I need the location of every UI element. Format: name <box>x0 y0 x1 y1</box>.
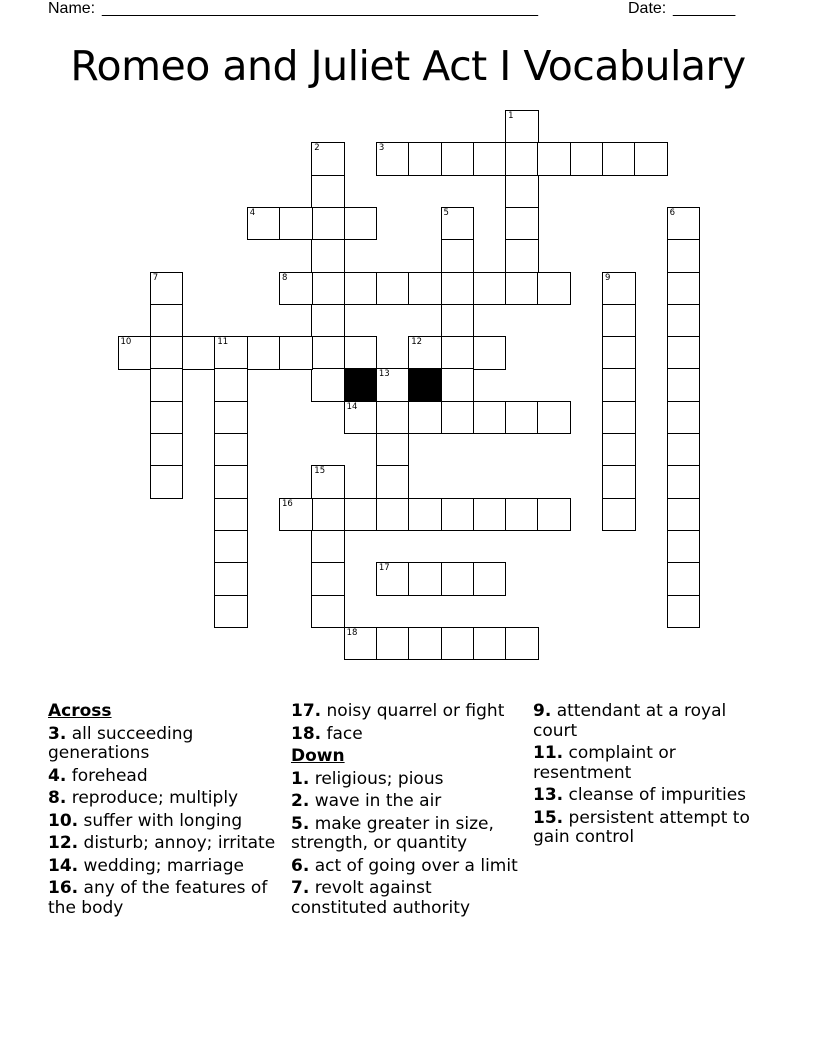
grid-cell[interactable] <box>344 336 378 370</box>
grid-cell[interactable] <box>667 304 701 338</box>
grid-cell[interactable] <box>408 401 442 435</box>
grid-cell[interactable] <box>376 627 410 661</box>
grid-cell[interactable] <box>473 498 507 532</box>
grid-cell[interactable] <box>311 465 345 499</box>
clue-text: revolt against constituted authority <box>291 878 470 918</box>
clue-number: 9. <box>533 701 552 721</box>
grid-cell[interactable] <box>376 368 410 402</box>
grid-cell[interactable] <box>344 498 378 532</box>
clue-across-12 <box>48 834 278 854</box>
black-square <box>408 368 442 402</box>
grid-cell[interactable] <box>602 401 636 435</box>
clue-number: 11. <box>533 743 564 763</box>
grid-cell[interactable] <box>441 207 475 241</box>
clue-down-7 <box>291 879 523 918</box>
grid-cell[interactable] <box>505 239 539 273</box>
clue-text: religious; pious <box>314 768 444 789</box>
date-blank-line: _______ <box>673 0 736 17</box>
grid-cell[interactable] <box>150 368 184 402</box>
grid-cell[interactable] <box>214 498 248 532</box>
cell-number: 16 <box>282 498 293 509</box>
grid-cell[interactable] <box>311 368 345 402</box>
grid-cell[interactable] <box>408 272 442 306</box>
clues-column-2 <box>291 702 523 921</box>
grid-cell[interactable] <box>441 304 475 338</box>
grid-cell[interactable] <box>311 239 345 273</box>
grid-cell[interactable] <box>505 498 539 532</box>
cell-number: 4 <box>249 207 256 218</box>
grid-cell[interactable] <box>602 142 636 176</box>
grid-cell[interactable] <box>311 142 345 176</box>
clue-down-1 <box>291 770 523 790</box>
grid-cell[interactable] <box>150 465 184 499</box>
clue-text: cleanse of impurities <box>568 785 747 805</box>
grid-cell[interactable] <box>214 465 248 499</box>
grid-cell[interactable] <box>441 368 475 402</box>
grid-cell[interactable] <box>408 142 442 176</box>
grid-cell[interactable] <box>214 368 248 402</box>
grid-cell[interactable] <box>311 175 345 209</box>
cell-number: 9 <box>605 272 611 283</box>
grid-cell[interactable] <box>505 272 539 306</box>
grid-cell[interactable] <box>441 562 475 596</box>
clue-number: 2. <box>291 791 310 811</box>
clue-number: 16. <box>48 878 79 898</box>
grid-cell[interactable] <box>667 595 701 629</box>
grid-cell[interactable] <box>602 465 636 499</box>
grid-cell[interactable] <box>441 627 475 661</box>
grid-cell[interactable] <box>602 433 636 467</box>
clue-number: 5. <box>291 813 310 834</box>
grid-cell[interactable] <box>473 401 507 435</box>
cell-number: 11 <box>217 337 229 348</box>
grid-cell[interactable] <box>667 530 701 564</box>
grid-cell[interactable] <box>279 272 313 306</box>
clue-across-18 <box>291 725 523 745</box>
clue-number: 6. <box>291 855 310 876</box>
clue-number: 17. <box>291 701 322 721</box>
clue-text: act of going over a limit <box>314 855 518 876</box>
grid-cell[interactable] <box>311 207 345 241</box>
grid-cell[interactable] <box>214 530 248 564</box>
grid-cell[interactable] <box>214 595 248 629</box>
cell-number: 15 <box>314 466 326 477</box>
grid-cell[interactable] <box>537 498 571 532</box>
grid-cell[interactable] <box>505 401 539 435</box>
grid-cell[interactable] <box>667 562 701 596</box>
clue-across-14 <box>48 857 278 877</box>
clue-down-13 <box>533 786 773 806</box>
grid-cell[interactable] <box>441 336 475 370</box>
grid-cell[interactable] <box>376 272 410 306</box>
grid-cell[interactable] <box>570 142 604 176</box>
grid-cell[interactable] <box>150 401 184 435</box>
grid-cell[interactable] <box>247 336 281 370</box>
grid-cell[interactable] <box>150 304 184 338</box>
grid-cell[interactable] <box>279 207 313 241</box>
grid-cell[interactable] <box>667 207 701 241</box>
cell-number: 3 <box>378 143 385 154</box>
grid-cell[interactable] <box>537 142 571 176</box>
grid-cell[interactable] <box>667 401 701 435</box>
clue-text: reproduce; multiply <box>71 788 239 808</box>
clue-down-11 <box>533 744 773 783</box>
grid-cell[interactable] <box>667 239 701 273</box>
clue-across-4 <box>48 767 278 787</box>
grid-cell[interactable] <box>441 498 475 532</box>
grid-cell[interactable] <box>667 465 701 499</box>
grid-cell[interactable] <box>279 336 313 370</box>
grid-cell[interactable] <box>214 562 248 596</box>
cell-number: 2 <box>314 143 320 154</box>
grid-cell[interactable] <box>344 207 378 241</box>
clue-down-15 <box>533 809 773 848</box>
clue-text: suffer with longing <box>83 810 243 831</box>
grid-cell[interactable] <box>311 272 345 306</box>
clue-number: 3. <box>48 723 67 744</box>
grid-cell[interactable] <box>602 498 636 532</box>
clue-down-6 <box>291 857 523 877</box>
grid-cell[interactable] <box>408 562 442 596</box>
grid-cell[interactable] <box>408 336 442 370</box>
grid-cell[interactable] <box>214 433 248 467</box>
grid-cell[interactable] <box>505 175 539 209</box>
cell-number: 12 <box>411 337 423 348</box>
grid-cell[interactable] <box>473 142 507 176</box>
grid-cell[interactable] <box>408 498 442 532</box>
clue-number: 1. <box>291 768 310 789</box>
grid-cell[interactable] <box>150 433 184 467</box>
grid-cell[interactable] <box>505 110 539 144</box>
grid-cell[interactable] <box>441 142 475 176</box>
grid-cell[interactable] <box>344 401 378 435</box>
name-blank-line: _________________________________________________ <box>102 0 539 17</box>
grid-cell[interactable] <box>376 562 410 596</box>
clue-text: forehead <box>71 765 148 786</box>
grid-cell[interactable] <box>344 272 378 306</box>
grid-cell[interactable] <box>214 401 248 435</box>
clue-across-10 <box>48 812 278 832</box>
clue-text: any of the features of the body <box>48 878 268 918</box>
down-heading: Down <box>291 746 345 766</box>
grid-cell[interactable] <box>602 336 636 370</box>
grid-cell[interactable] <box>473 627 507 661</box>
grid-cell[interactable] <box>667 336 701 370</box>
grid-cell[interactable] <box>441 401 475 435</box>
grid-cell[interactable] <box>311 562 345 596</box>
grid-cell[interactable] <box>634 142 668 176</box>
clue-number: 13. <box>533 785 564 805</box>
grid-cell[interactable] <box>150 272 184 306</box>
clues-column-1 <box>48 702 278 921</box>
clue-number: 12. <box>48 833 79 853</box>
grid-cell[interactable] <box>441 272 475 306</box>
grid-cell[interactable] <box>667 433 701 467</box>
clue-number: 14. <box>48 855 79 876</box>
clue-text: make greater in size, strength, or quantity <box>291 813 494 853</box>
grid-cell[interactable] <box>473 336 507 370</box>
cell-number: 1 <box>508 111 514 121</box>
clue-text: all succeeding generations <box>48 723 194 763</box>
grid-cell[interactable] <box>408 627 442 661</box>
across-heading: Across <box>48 701 112 721</box>
cell-number: 10 <box>120 337 132 348</box>
grid-cell[interactable] <box>505 627 539 661</box>
grid-cell[interactable] <box>118 336 152 370</box>
cell-number: 7 <box>152 272 159 283</box>
grid-cell[interactable] <box>537 401 571 435</box>
clues-column-3 <box>533 702 773 851</box>
grid-cell[interactable] <box>311 530 345 564</box>
clue-across-17 <box>291 702 523 722</box>
name-label: Name: <box>48 0 96 17</box>
clue-number: 18. <box>291 723 322 744</box>
clue-text: attendant at a royal court <box>533 701 727 741</box>
clue-down-2 <box>291 792 523 812</box>
cell-number: 6 <box>669 207 676 218</box>
clue-text: disturb; annoy; irritate <box>83 833 276 853</box>
grid-cell[interactable] <box>602 368 636 402</box>
grid-cell[interactable] <box>150 336 184 370</box>
clue-down-9 <box>533 702 773 741</box>
cell-number: 5 <box>443 207 449 218</box>
cell-number: 17 <box>378 563 390 574</box>
grid-cell[interactable] <box>214 336 248 370</box>
grid-cell[interactable] <box>602 272 636 306</box>
grid-cell[interactable] <box>537 272 571 306</box>
grid-cell[interactable] <box>667 498 701 532</box>
grid-cell[interactable] <box>505 207 539 241</box>
grid-cell[interactable] <box>667 368 701 402</box>
grid-cell[interactable] <box>441 239 475 273</box>
clue-number: 7. <box>291 878 310 898</box>
cell-number: 8 <box>282 272 288 283</box>
clue-text: face <box>326 723 363 744</box>
grid-cell[interactable] <box>182 336 216 370</box>
grid-cell[interactable] <box>376 401 410 435</box>
grid-cell[interactable] <box>376 142 410 176</box>
grid-cell[interactable] <box>376 498 410 532</box>
clue-across-3 <box>48 725 278 764</box>
cell-number: 13 <box>378 369 390 380</box>
clue-text: wave in the air <box>314 791 442 811</box>
clue-across-8 <box>48 789 278 809</box>
black-square <box>344 368 378 402</box>
grid-cell[interactable] <box>667 272 701 306</box>
clue-across-16 <box>48 879 278 918</box>
grid-cell[interactable] <box>505 142 539 176</box>
grid-cell[interactable] <box>311 595 345 629</box>
clue-text: complaint or resentment <box>533 743 676 783</box>
clue-down-5 <box>291 815 523 854</box>
grid-cell[interactable] <box>376 433 410 467</box>
cell-number: 18 <box>346 627 358 638</box>
grid-cell[interactable] <box>473 272 507 306</box>
grid-cell[interactable] <box>247 207 281 241</box>
grid-cell[interactable] <box>344 627 378 661</box>
grid-cell[interactable] <box>376 465 410 499</box>
clue-text: wedding; marriage <box>83 855 244 876</box>
grid-cell[interactable] <box>311 498 345 532</box>
grid-cell[interactable] <box>602 304 636 338</box>
grid-cell[interactable] <box>279 498 313 532</box>
clue-text: noisy quarrel or fight <box>326 701 505 721</box>
clue-number: 4. <box>48 765 67 786</box>
date-label: Date: <box>628 0 667 17</box>
grid-cell[interactable] <box>311 304 345 338</box>
clue-text: persistent attempt to gain control <box>533 807 750 847</box>
grid-cell[interactable] <box>473 562 507 596</box>
clue-number: 15. <box>533 807 564 828</box>
clue-number: 10. <box>48 810 79 831</box>
cell-number: 14 <box>346 401 358 412</box>
grid-cell[interactable] <box>311 336 345 370</box>
clue-number: 8. <box>48 788 67 808</box>
page-title: Romeo and Juliet Act I Vocabulary <box>70 42 746 90</box>
